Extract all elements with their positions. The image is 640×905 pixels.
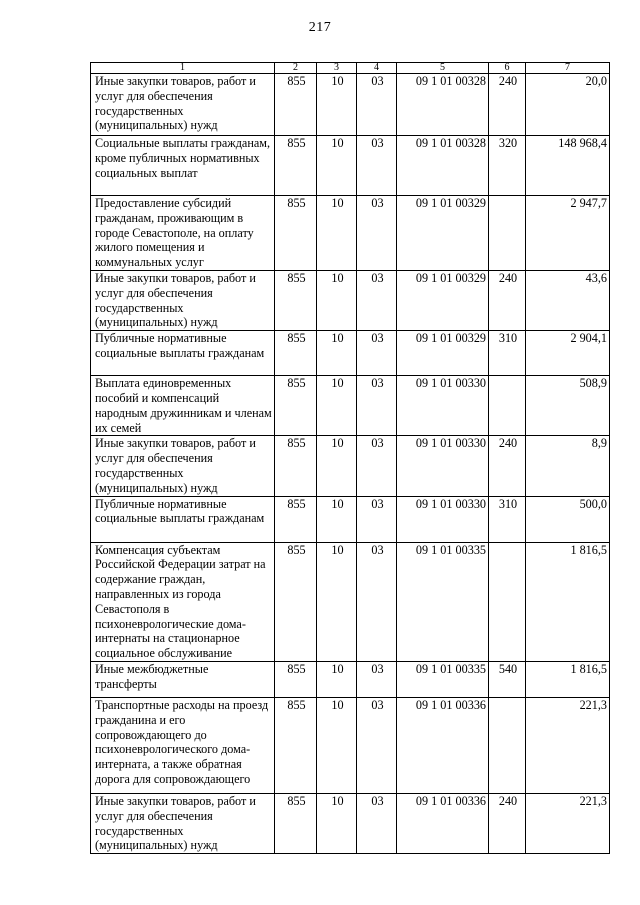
amount-cell: 148 968,4: [526, 136, 610, 196]
expense-name-cell: Иные закупки товаров, работ и услуг для обеспечения государственных (муниципальных) нужд: [91, 74, 275, 136]
amount-cell: 221,3: [526, 793, 610, 853]
section-cell: 10: [317, 793, 357, 853]
section-cell: 10: [317, 661, 357, 697]
amount-cell: 43,6: [526, 270, 610, 330]
target-article-cell: 09 1 01 00336: [397, 697, 489, 793]
ministry-code-cell: 855: [275, 542, 317, 661]
header-cell: 1: [91, 63, 275, 74]
amount-cell: 20,0: [526, 74, 610, 136]
ministry-code-cell: 855: [275, 793, 317, 853]
subsection-cell: 03: [357, 270, 397, 330]
table-row: [91, 436, 610, 496]
section-cell: 10: [317, 270, 357, 330]
section-cell: 10: [317, 196, 357, 271]
header-cell: 2: [275, 63, 317, 74]
expense-type-cell: [489, 376, 526, 436]
table-body: [91, 74, 610, 854]
target-article-cell: 09 1 01 00335: [397, 542, 489, 661]
table-row: [91, 136, 610, 196]
target-article-cell: 09 1 01 00329: [397, 331, 489, 376]
table-row: [91, 793, 610, 853]
table-row: [91, 496, 610, 542]
table-row: [91, 270, 610, 330]
expense-name-cell: Выплата единовременных пособий и компенсаций народным дружинникам и членам их семей: [91, 376, 275, 436]
header-cell: 5: [397, 63, 489, 74]
expense-name-cell: Публичные нормативные социальные выплаты гражданам: [91, 331, 275, 376]
ministry-code-cell: 855: [275, 436, 317, 496]
target-article-cell: 09 1 01 00329: [397, 196, 489, 271]
expense-name-cell: Иные закупки товаров, работ и услуг для обеспечения государственных (муниципальных) нужд: [91, 436, 275, 496]
expense-name-cell: Публичные нормативные социальные выплаты гражданам: [91, 496, 275, 542]
subsection-cell: 03: [357, 661, 397, 697]
amount-cell: 1 816,5: [526, 542, 610, 661]
expense-name-cell: Транспортные расходы на проезд гражданина и его сопровождающего до психоневрологического дома-интерната, а также обратная дорога для сопровождающего: [91, 697, 275, 793]
target-article-cell: 09 1 01 00330: [397, 436, 489, 496]
amount-cell: 2 904,1: [526, 331, 610, 376]
expense-type-cell: 310: [489, 496, 526, 542]
subsection-cell: 03: [357, 136, 397, 196]
amount-cell: 1 816,5: [526, 661, 610, 697]
subsection-cell: 03: [357, 74, 397, 136]
header-cell: 4: [357, 63, 397, 74]
subsection-cell: 03: [357, 793, 397, 853]
table-row: [91, 196, 610, 271]
ministry-code-cell: 855: [275, 270, 317, 330]
expense-name-cell: Социальные выплаты гражданам, кроме публичных нормативных социальных выплат: [91, 136, 275, 196]
subsection-cell: 03: [357, 436, 397, 496]
expense-name-cell: Компенсация субъектам Российской Федерации затрат на содержание граждан, направленных из города Севастополя в психоневрологические дома-интернаты на стационарное социальное обслуживание: [91, 542, 275, 661]
target-article-cell: 09 1 01 00329: [397, 270, 489, 330]
ministry-code-cell: 855: [275, 136, 317, 196]
expense-type-cell: 320: [489, 136, 526, 196]
subsection-cell: 03: [357, 496, 397, 542]
amount-cell: 2 947,7: [526, 196, 610, 271]
target-article-cell: 09 1 01 00335: [397, 661, 489, 697]
expense-type-cell: [489, 697, 526, 793]
target-article-cell: 09 1 01 00330: [397, 496, 489, 542]
target-article-cell: 09 1 01 00328: [397, 136, 489, 196]
expense-name-cell: Предоставление субсидий гражданам, проживающим в городе Севастополе, на оплату жилого помещения и коммунальных услуг: [91, 196, 275, 271]
subsection-cell: 03: [357, 196, 397, 271]
ministry-code-cell: 855: [275, 661, 317, 697]
ministry-code-cell: 855: [275, 496, 317, 542]
target-article-cell: 09 1 01 00328: [397, 74, 489, 136]
expense-type-cell: [489, 542, 526, 661]
expense-type-cell: 240: [489, 270, 526, 330]
section-cell: 10: [317, 74, 357, 136]
expense-type-cell: 240: [489, 436, 526, 496]
amount-cell: 508,9: [526, 376, 610, 436]
section-cell: 10: [317, 697, 357, 793]
section-cell: 10: [317, 436, 357, 496]
expense-type-cell: 240: [489, 793, 526, 853]
page-number: 217: [308, 20, 332, 35]
table-row: [91, 697, 610, 793]
amount-cell: 500,0: [526, 496, 610, 542]
header-cell: 7: [526, 63, 610, 74]
subsection-cell: 03: [357, 376, 397, 436]
expense-type-cell: 240: [489, 74, 526, 136]
table-row: [91, 331, 610, 376]
section-cell: 10: [317, 542, 357, 661]
expense-type-cell: 310: [489, 331, 526, 376]
subsection-cell: 03: [357, 331, 397, 376]
table-row: [91, 542, 610, 661]
expense-type-cell: 540: [489, 661, 526, 697]
header-cell: 3: [317, 63, 357, 74]
expense-name-cell: Иные закупки товаров, работ и услуг для обеспечения государственных (муниципальных) нужд: [91, 793, 275, 853]
ministry-code-cell: 855: [275, 376, 317, 436]
section-cell: 10: [317, 496, 357, 542]
section-cell: 10: [317, 331, 357, 376]
target-article-cell: 09 1 01 00336: [397, 793, 489, 853]
header-row: [91, 63, 610, 74]
ministry-code-cell: 855: [275, 331, 317, 376]
expense-type-cell: [489, 196, 526, 271]
budget-table: [90, 62, 610, 854]
section-cell: 10: [317, 136, 357, 196]
expense-name-cell: Иные закупки товаров, работ и услуг для обеспечения государственных (муниципальных) нужд: [91, 270, 275, 330]
section-cell: 10: [317, 376, 357, 436]
ministry-code-cell: 855: [275, 74, 317, 136]
table-row: [91, 661, 610, 697]
table-row: [91, 376, 610, 436]
header-cell: 6: [489, 63, 526, 74]
amount-cell: 8,9: [526, 436, 610, 496]
expense-name-cell: Иные межбюджетные трансферты: [91, 661, 275, 697]
subsection-cell: 03: [357, 542, 397, 661]
table-header: [91, 63, 610, 74]
ministry-code-cell: 855: [275, 196, 317, 271]
ministry-code-cell: 855: [275, 697, 317, 793]
table-row: [91, 74, 610, 136]
amount-cell: 221,3: [526, 697, 610, 793]
target-article-cell: 09 1 01 00330: [397, 376, 489, 436]
subsection-cell: 03: [357, 697, 397, 793]
